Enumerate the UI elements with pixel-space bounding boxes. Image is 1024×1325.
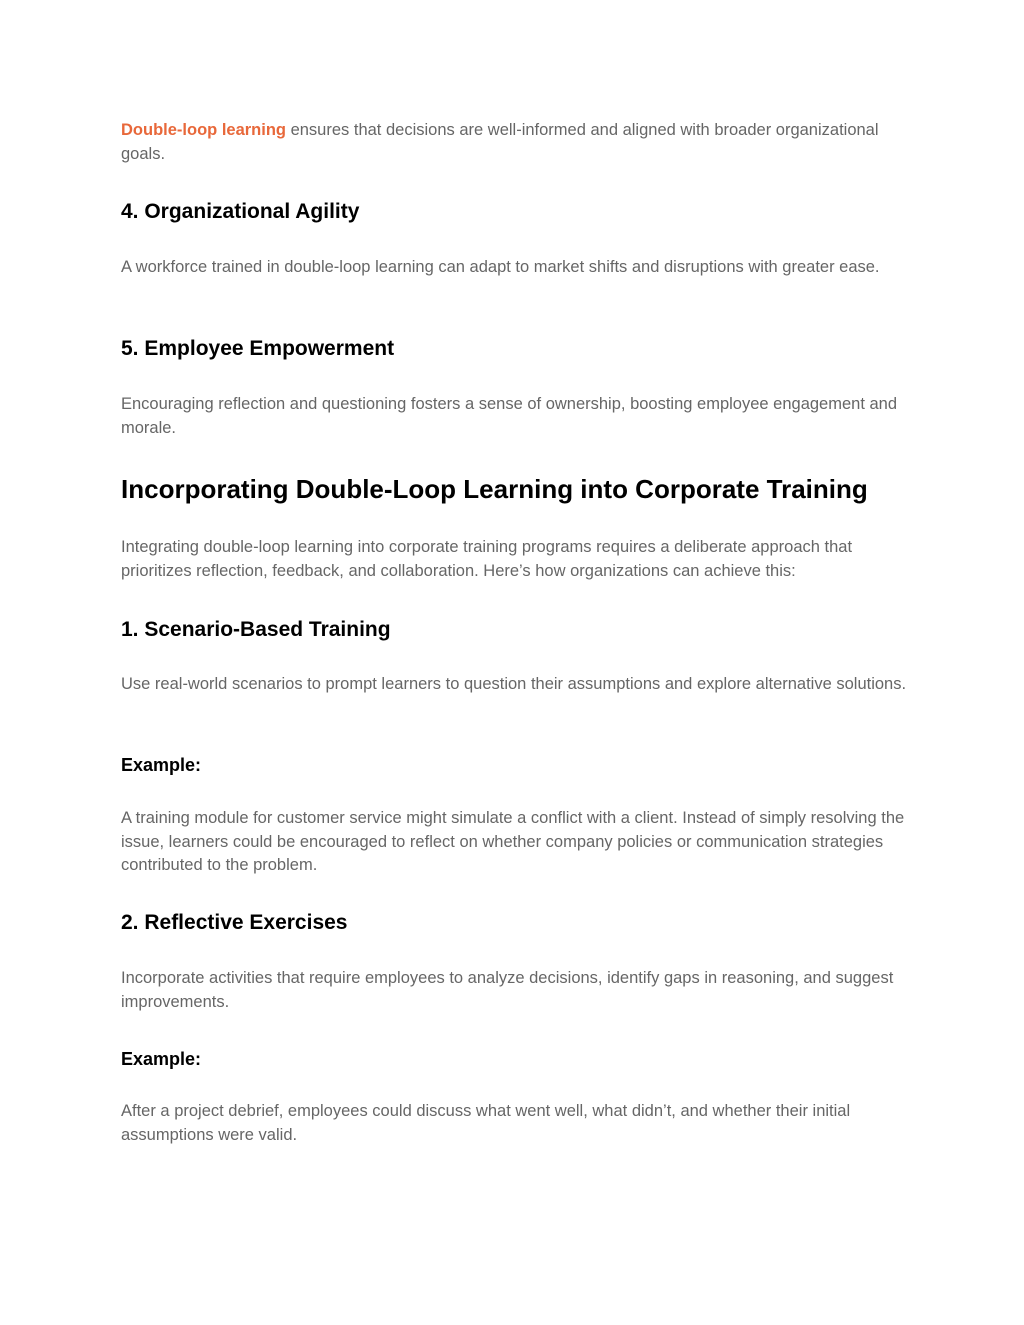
intro-paragraph — [121, 119, 911, 166]
subsection-body-reflective-exercises: Incorporate activities that require employees to analyze decisions, identify gaps in reasoning, and suggest improvements. — [121, 969, 894, 1011]
section-body-employee-empowerment: Encouraging reflection and questioning fosters a sense of ownership, boosting employee engagement and morale. — [121, 395, 898, 437]
section-body-organizational-agility: A workforce trained in double-loop learning can adapt to market shifts and disruptions with greater ease. — [121, 258, 880, 276]
section-heading-organizational-agility: 4. Organizational Agility — [121, 200, 360, 223]
example-label-1: Example: — [121, 755, 202, 775]
main-intro-paragraph: Integrating double-loop learning into corporate training programs requires a deliberate approach that prioritizes reflection, feedback, and collaboration. Here’s how organizations can achieve this: — [121, 538, 853, 580]
subsection-body-scenario-based-training: Use real-world scenarios to prompt learners to question their assumptions and explore alternative solutions. — [121, 675, 907, 693]
example-text-2: After a project debrief, employees could discuss what went well, what didn’t, and whether their initial assumptions were valid. — [121, 1102, 851, 1144]
double-loop-learning-link[interactable]: Double-loop learning — [121, 121, 286, 139]
intro-text: ensures that decisions are well-informed and aligned with broader organizational goals. — [121, 121, 879, 163]
example-text-1: A training module for customer service might simulate a conflict with a client. Instead of simply resolving the issue, learners could be encouraged to reflect on whether company policies or communication strategies contributed to the problem. — [121, 809, 905, 874]
main-heading: Incorporating Double-Loop Learning into Corporate Training — [121, 474, 868, 504]
subsection-heading-reflective-exercises: 2. Reflective Exercises — [121, 911, 348, 934]
example-label-2: Example: — [121, 1049, 202, 1069]
section-heading-employee-empowerment: 5. Employee Empowerment — [121, 337, 395, 360]
subsection-heading-scenario-based-training: 1. Scenario-Based Training — [121, 618, 391, 641]
